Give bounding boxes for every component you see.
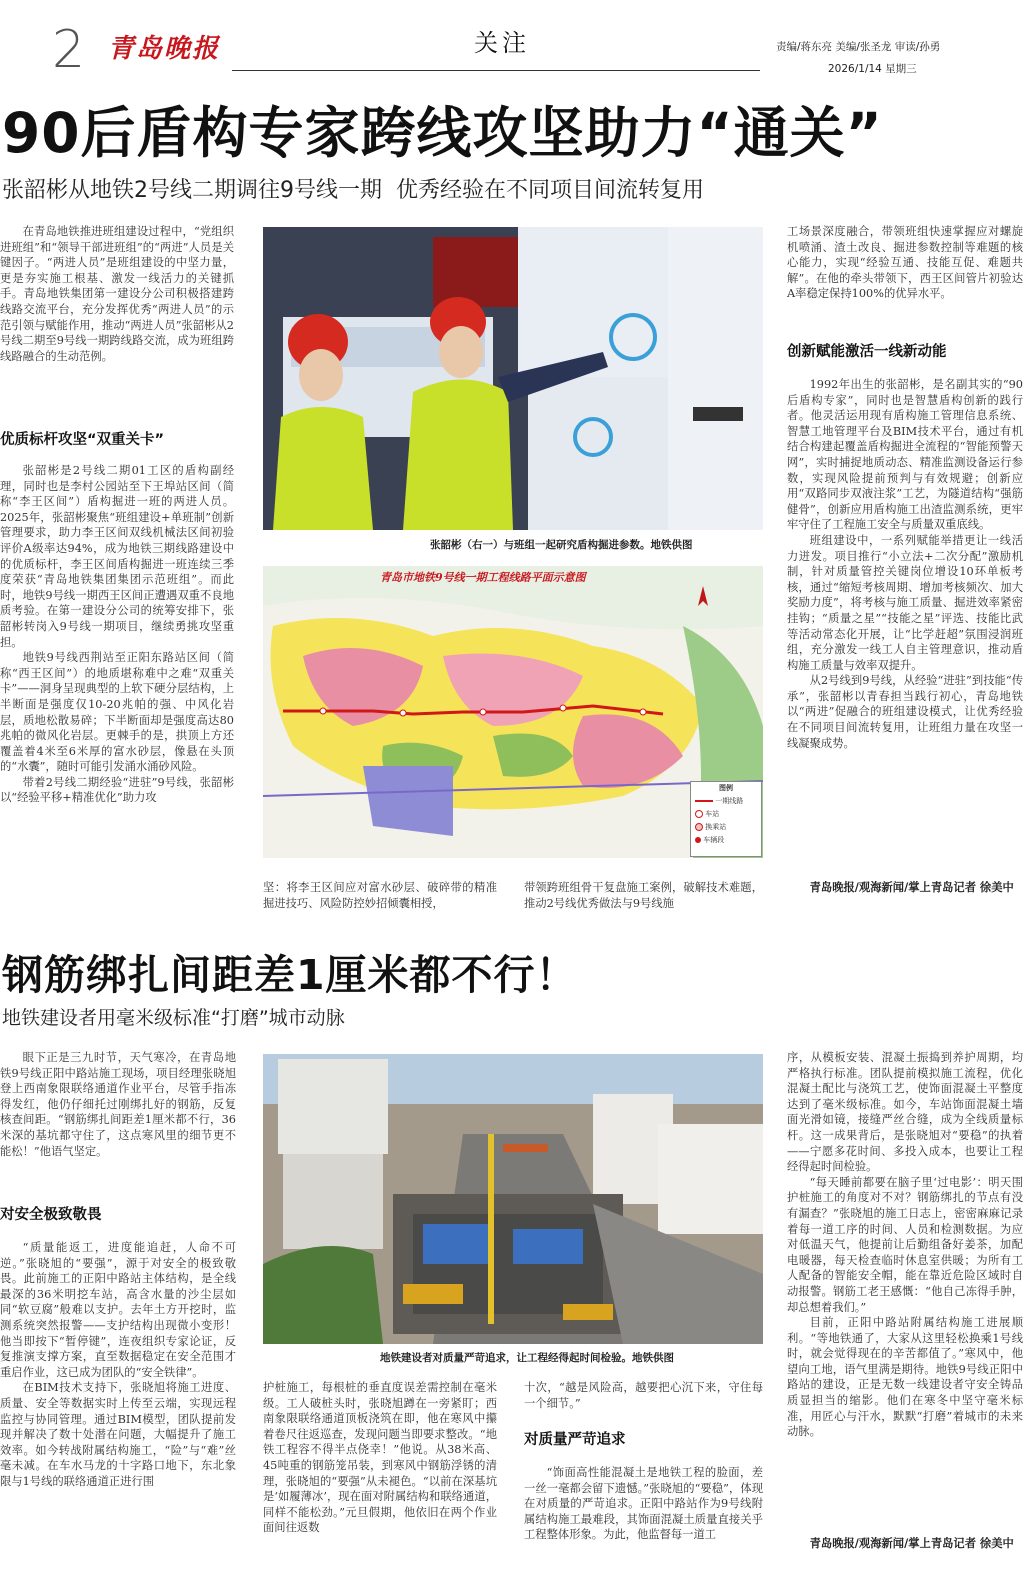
page-number: 2 — [52, 20, 86, 80]
article2-byline: 青岛晚报/观海新闻/掌上青岛记者 徐美中 — [809, 1537, 1014, 1550]
photo-caption: 地铁建设者对质量严苛追求，让工程经得起时间检验。地铁供图 — [380, 1352, 674, 1364]
article1-byline: 青岛晚报/观海新闻/掌上青岛记者 徐美中 — [809, 881, 1014, 894]
article2-paragraph: 在BIM技术支持下，张晓旭将施工进度、质量、安全等数据实时上传至云端，实现远程监控与协同管理。通过BIM模型，团队提前发现并解决了数十处潜在问题，大幅提升了施工效率。如今转战附属结构施工，“险”与“难”丝毫未减。在车水马龙的十字路口地下，东北象限与1号线的联络通道正进行围 — [0, 1381, 236, 1488]
article2-subhead: 地铁建设者用毫米级标准“打磨”城市动脉 — [2, 1007, 345, 1029]
route-line-icon — [695, 800, 713, 802]
map-legend-item: 换乘站 — [691, 821, 761, 834]
article2-paragraph: “饰面高性能混凝土是地铁工程的脸面，差一丝一毫都会留下遗憾。”张晓旭的“要稳”，体现在对质量的严苛追求。正阳中路站作为9号线附属结构施工最难段，其饰面混凝土质量直接关乎工程整体形象。为此，他监督每一道工 — [524, 1466, 763, 1542]
editors-line: 责编/蒋东亮 美编/张圣龙 审读/孙勇 — [776, 41, 941, 53]
photo-control-room — [263, 227, 763, 530]
article2-paragraph-continuation: 序，从模板安装、混凝土振捣到养护周期，均严格执行标准。团队提前模拟施工流程，优化混凝土配比与浇筑工艺，使饰面混凝土平整度达到了毫米级标准。如今，车站饰面混凝土墙面光滑如镜，接缝严丝合缝，成为全线质量标杆。这一成果背后，是张晓旭对“要稳”的执着——宁愿多花时间、多投入成本，也要让工程经得起时间检验。 — [787, 1051, 1023, 1174]
article2-column-1-body — [0, 1240, 236, 1568]
article1-lead-paragraph: 在青岛地铁推进班组建设过程中，“党组织进班组”和“领导干部进班组”的“两进”人员是关键因子。“两进人员”是班组建设的中坚力量，更是夯实施工根基、激发一线活力的关键抓手。青岛地铁集团第一建设分公司积极搭建跨线路交流平台，充分发挥优秀“两进人员”的示范引领与赋能作用，推动“两进人员”张韶彬从2号线二期至9号线一期跨线路交流，成为班组跨线路融合的生动范例。 — [0, 225, 234, 363]
article1-column-4-body — [787, 377, 1023, 878]
article2-paragraph-continuation: 十次，“越是风险高，越要把心沉下来，守住每一个细节。” — [524, 1381, 763, 1410]
issue-date: 2026/1/14 星期三 — [828, 63, 917, 75]
article2-headline: 钢筋绑扎间距差1厘米都不行！ — [2, 951, 578, 999]
article1-column-3 — [524, 880, 763, 912]
photo-caption: 张韶彬（右一）与班组一起研究盾构掘进参数。地铁供图 — [430, 539, 693, 551]
section-label: 关注 — [474, 29, 530, 57]
article2-column-1 — [0, 1050, 236, 1192]
map-legend — [690, 781, 762, 857]
route-map — [263, 566, 763, 858]
masthead-logo: 青岛晚报 — [108, 34, 221, 64]
article1-paragraph: 带着2号线二期经验“进驻”9号线，张韶彬以“经验平移+精准优化”助力攻 — [0, 775, 234, 805]
article1-column-2 — [263, 880, 497, 912]
article2-paragraph-continuation: 护桩施工，每根桩的垂直度误差需控制在毫米级。工人破桩头时，张晓旭蹲在一旁紧盯；西南象限联络通道顶板浇筑在即，他在寒风中攥着卷尺往返巡查，发现问题当即要求整改。“地铁工程容不得半点侥幸！”他说。从38米高、45吨重的钢筋笼吊装，到寒风中钢筋浮锈的清理，张晓旭的“要强”从未褪色。“以前在深基坑是‘如履薄冰’，现在面对附属结构和联络通道，同样不能松劲。”元旦假期，他依旧在两个作业面间往返数 — [263, 1381, 497, 1535]
article2-paragraph: “每天睡前都要在脑子里‘过电影’：明天围护桩施工的角度对不对？钢筋绑扎的节点有没有漏查？”张晓旭的施工日志上，密密麻麻记录着每一道工序的时间、人员和检测数据。为应对低温天气，他提前让后勤组备好姜茶，加配电暖器，每天检查临时休息室供暖；为所有工人配备的智能安全帽，能在靠近危险区域时自动报警。钢筋工老王感慨：“他自己冻得手肿，却总想着我们。” — [787, 1175, 1023, 1314]
map-legend-item: 车辆段 — [691, 834, 761, 847]
article2-section-title-2: 对质量严苛追求 — [524, 1432, 626, 1448]
header-rule — [232, 70, 760, 71]
article1-section-title-1: 优质标杆攻坚“双重关卡” — [0, 432, 165, 448]
map-legend-title: 图例 — [719, 784, 733, 792]
map-legend-item: 车站 — [691, 808, 761, 821]
article1-paragraph: 从2号线到9号线，从经验“进驻”到技能“传承”，张韶彬以青春担当践行初心，青岛地铁以“两进”促融合的班组建设模式，让优秀经验在不同项目间流转复用，让班组力量在攻坚一线凝聚成势。 — [787, 674, 1023, 750]
article1-headline: 90后盾构专家跨线攻坚助力“通关” — [2, 101, 883, 165]
article1-paragraph-continuation: 工场景深度融合，带领班组快速掌握应对螺旋机喷涌、渣土改良、掘进参数控制等难题的核心能力，实现“经验互通、技能互促、难题共解”。在他的牵头带领下，西王区间管片初验达A率稳定保持100%的优异水平。 — [787, 225, 1023, 301]
article1-paragraph-continuation: 坚：将李王区间应对富水砂层、破碎带的精准掘进技巧、风险防控妙招倾囊相授， — [263, 881, 497, 910]
article2-lead-paragraph: 眼下正是三九时节，天气寒冷，在青岛地铁9号线正阳中路站施工现场，项目经理张晓旭登上西南象限联络通道作业平台，尽管手指冻得发红，他仍仔细托过刚绑扎好的钢筋，反复核查间距。“钢筋绑扎间距差1厘米都不行，36米深的基坑都守住了，这点寒风里的细节更不能松！”他语气坚定。 — [0, 1051, 236, 1158]
article1-paragraph: 1992年出生的张韶彬，是名副其实的“90后盾构专家”，同时也是智慧盾构创新的践行者。他灵活运用现有盾构施工管理信息系统、智慧工地管理平台及BIM技术平台，通过有机结合构建起覆盖盾构掘进全流程的“智能预警天网”，实时捕捉地质动态、精准监测设备运行参数，实现风险提前预判与有效规避；创新应用“双路同步双液注浆”工艺，为隧道结构“强筋健骨”，创新应用盾构施工出渣监测系统，更牢牢守住了工程施工安全与质量双重底线。 — [787, 378, 1023, 532]
article2-paragraph: “质量能返工，进度能追赶，人命不可逆。”张晓旭的“要强”，源于对安全的极致敬畏。此前施工的正阳中路站主体结构，是全线最深的36米明挖车站，高含水量的沙尘层如同“软豆腐”般难以支护。去年土方开挖时，监测系统突然报警——支护结构出现微小变形！他当即按下“暂停键”，连夜组织专家论证，反复推演支撑方案，直至数据稳定在安全范围才重启作业，这已成为团队的“安全铁律”。 — [0, 1241, 236, 1379]
article1-paragraph: 班组建设中，一系列赋能举措更让一线活力迸发。项目推行“小立法+二次分配”激励机制，针对质量管控关键岗位增设10环单板考核，通过“缩短考核周期、增加考核频次、加大奖励力度”，将考核与施工质量、掘进效率紧密挂钩；“质量之星”“技能之星”评选、技能比武等活动常态化开展，让“比学赶超”氛围浸润班组，充分激发一线工人自主管理意识，推动盾构施工质量与效率双提升。 — [787, 533, 1023, 672]
article1-column-4 — [787, 224, 1023, 333]
article2-column-3-body — [524, 1465, 763, 1568]
transfer-station-icon — [695, 823, 703, 831]
article1-subhead: 张韶彬从地铁2号线二期调往9号线一期 优秀经验在不同项目间流转复用 — [2, 178, 704, 203]
article2-column-4 — [787, 1050, 1023, 1532]
article2-column-2 — [263, 1380, 497, 1568]
map-title: 青岛市地铁9号线一期工程线路平面示意图 — [380, 571, 586, 584]
depot-icon — [695, 837, 701, 843]
article2-column-3 — [524, 1380, 763, 1416]
map-legend-item: 一期线路 — [691, 795, 761, 808]
article1-paragraph-continuation: 带领跨班组骨干复盘施工案例，破解技术难题，推动2号线优秀做法与9号线施 — [524, 881, 763, 910]
article2-paragraph: 目前，正阳中路站附属结构施工进展顺利。“等地铁通了，大家从这里轻松换乘1号线时，就会觉得现在的辛苦都值了。”寒风中，他望向工地，语气里满是期待。地铁9号线正阳中路站的建设，正是无数一线建设者守安全铸品质显担当的缩影。他们在寒冬中坚守毫米标准，用匠心与汗水，默默“打磨”着城市的未来动脉。 — [787, 1316, 1023, 1439]
article1-column-1-body — [0, 463, 234, 915]
photo-construction-site — [263, 1054, 763, 1344]
article1-column-1 — [0, 224, 234, 420]
article1-paragraph: 地铁9号线西荆站至正阳东路站区间（简称“西王区间”）的地质堪称难中之难“双重关卡”——洞身呈现典型的上软下硬分层结构，上半断面是强度仅10-20兆帕的强、中风化岩层，质地松散易碎；下半断面却是强度高达80兆帕的微风化岩层。更棘手的是，拱顶上方还覆盖着4米至6米厚的富水砂层，像悬在头顶的“水囊”，随时可能引发涌水涌砂风险。 — [0, 651, 234, 774]
station-icon — [695, 810, 703, 818]
article1-section-title-2: 创新赋能激活一线新动能 — [787, 344, 947, 360]
article2-section-title-1: 对安全极致敬畏 — [0, 1207, 102, 1223]
article1-paragraph: 张韶彬是2号线二期01工区的盾构副经理，同时也是李村公园站至下王埠站区间（简称“李王区间”）盾构掘进一班的两进人员。2025年，张韶彬聚焦“班组建设+单班制”创新管理要求，助力李王区间双线机械法区间初验评价A级率达94%，成为地铁三期线路建设中的优质标杆，李王区间盾构掘进一班连续三季度荣获“青岛地铁集团集团示范班组”。而此时，地铁9号线一期西王区间正遭遇双重不良地质考验。在第一建设分公司的统筹安排下，张韶彬转岗入9号线一期项目，继续勇挑攻坚重担。 — [0, 464, 234, 649]
